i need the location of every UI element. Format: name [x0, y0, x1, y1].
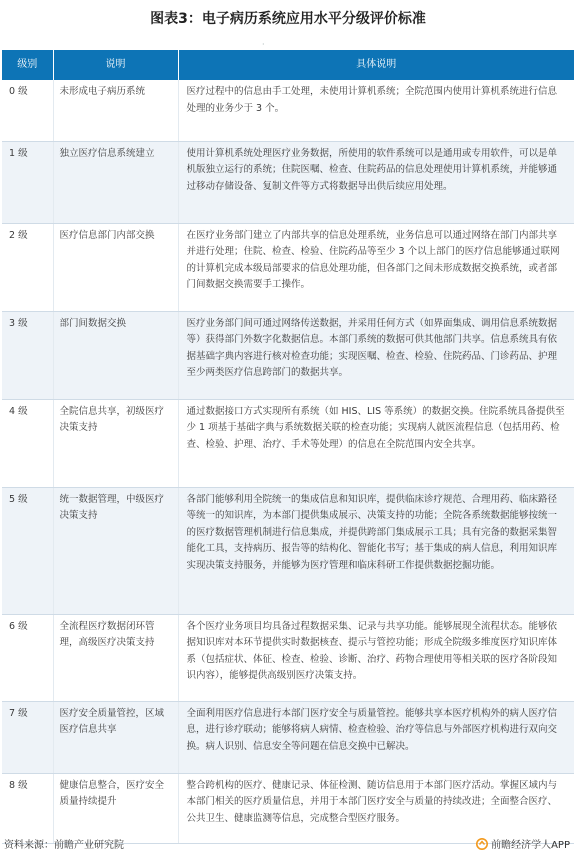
level-cell: 7 级 [2, 701, 53, 773]
description-cell: 独立医疗信息系统建立 [53, 141, 178, 223]
description-cell: 全院信息共享，初级医疗决策支持 [53, 399, 178, 487]
detail-cell: 使用计算机系统处理医疗业务数据，所使用的软件系统可以是通用或专用软件，可以是单机版独立运行的系统；住院医嘱、检查、住院药品的信息处理使用计算机系统，并能够通过移动存储设备、复制文件等方式将数据导出供后续应用处理。 [178, 141, 574, 223]
level-cell: 3 级 [2, 311, 53, 399]
table-row [2, 701, 574, 773]
description-cell: 医疗安全质量管控，区域医疗信息共享 [53, 701, 178, 773]
decorative-dot: · [262, 40, 265, 49]
level-cell: 6 级 [2, 614, 53, 701]
description-cell: 全流程医疗数据闭环管理，高级医疗决策支持 [53, 614, 178, 701]
level-cell: 0 级 [2, 80, 53, 141]
table-row [2, 399, 574, 487]
level-cell: 2 级 [2, 223, 53, 311]
detail-cell: 各个医疗业务项目均具备过程数据采集、记录与共享功能。能够展现全流程状态。能够依据知识库对本环节提供实时数据核查、提示与管控功能；形成全院级多维度医疗知识库体系（包括症状、体征、检查、检验、诊断、治疗、药物合理使用等相关联的医疗各阶段知识内容），能够提供高级别医疗决策支持。 [178, 614, 574, 701]
page-title: 图表3：电子病历系统应用水平分级评价标准 [150, 11, 426, 27]
qianzhan-logo-icon [476, 838, 488, 850]
detail-cell: 全面利用医疗信息进行本部门医疗安全与质量管控。能够共享本医疗机构外的病人医疗信息，进行诊疗联动；能够将病人病情、检查检验、治疗等信息与外部医疗机构进行双向交换。病人识别、信息安全等问题在信息交换中已解决。 [178, 701, 574, 773]
description-cell: 健康信息整合，医疗安全质量持续提升 [53, 773, 178, 843]
description-cell: 部门间数据交换 [53, 311, 178, 399]
table-row [2, 487, 574, 614]
detail-cell: 整合跨机构的医疗、健康记录、体征检测、随访信息用于本部门医疗活动。掌握区域内与本部门相关的医疗质量信息，并用于本部门医疗安全与质量的持续改进；全面整合医疗、公共卫生、健康监测等信息，完成整合型医疗服务。 [178, 773, 574, 843]
table-row [2, 311, 574, 399]
detail-cell: 通过数据接口方式实现所有系统（如 HIS、LIS 等系统）的数据交换。住院系统具备提供至少 1 项基于基础字典与系统数据关联的检查功能；实现病人就医流程信息（包括用药、检查、检验、护理、治疗、手术等处理）的信息在全院范围内安全共享。 [178, 399, 574, 487]
table-row [2, 141, 574, 223]
level-cell: 8 级 [2, 773, 53, 843]
detail-cell: 各部门能够利用全院统一的集成信息和知识库，提供临床诊疗规范、合理用药、临床路径等统一的知识库，为本部门提供集成展示、决策支持的功能；全院各系统数据能够按统一的医疗数据管理机制进行信息集成，并提供跨部门集成展示工具；具有完备的数据采集智能化工具，支持病历、报告等的结构化、智能化书写；基于集成的病人信息，利用知识库实现决策支持服务，并能够为医疗管理和临床科研工作提供数据挖掘功能。 [178, 487, 574, 614]
level-cell: 1 级 [2, 141, 53, 223]
table-header-row [2, 50, 574, 80]
source-note: 资料来源：前瞻产业研究院 [4, 840, 124, 851]
description-cell: 未形成电子病历系统 [53, 80, 178, 141]
header-description: 说明 [53, 50, 178, 80]
table-row [2, 614, 574, 701]
table-row [2, 223, 574, 311]
detail-cell: 医疗过程中的信息由手工处理，未使用计算机系统；全院范围内使用计算机系统进行信息处理的业务少于 3 个。 [178, 80, 574, 141]
description-cell: 医疗信息部门内部交换 [53, 223, 178, 311]
table-row [2, 773, 574, 843]
brand-mark [476, 836, 570, 851]
detail-cell: 在医疗业务部门建立了内部共享的信息处理系统，业务信息可以通过网络在部门内部共享并进行处理；住院、检查、检验、住院药品等至少 3 个以上部门的医疗信息能够通过联网的计算机完成本级局部要求的信息处理功能，但各部门之间未形成数据交换系统，或者部门间数据交换需要手工操作。 [178, 223, 574, 311]
grading-table [2, 50, 574, 844]
header-detail: 具体说明 [178, 50, 574, 80]
header-level: 级别 [2, 50, 53, 80]
table-row [2, 80, 574, 141]
description-cell: 统一数据管理，中级医疗决策支持 [53, 487, 178, 614]
detail-cell: 医疗业务部门间可通过网络传送数据，并采用任何方式（如界面集成、调用信息系统数据等）获得部门外数字化数据信息。本部门系统的数据可供其他部门共享。信息系统具有依据基础字典内容进行核对检查功能；实现医嘱、检查、检验、住院药品、门诊药品、护理至少两类医疗信息跨部门的数据共享。 [178, 311, 574, 399]
level-cell: 5 级 [2, 487, 53, 614]
level-cell: 4 级 [2, 399, 53, 487]
brand-label: 前瞻经济学人APP [491, 840, 570, 851]
